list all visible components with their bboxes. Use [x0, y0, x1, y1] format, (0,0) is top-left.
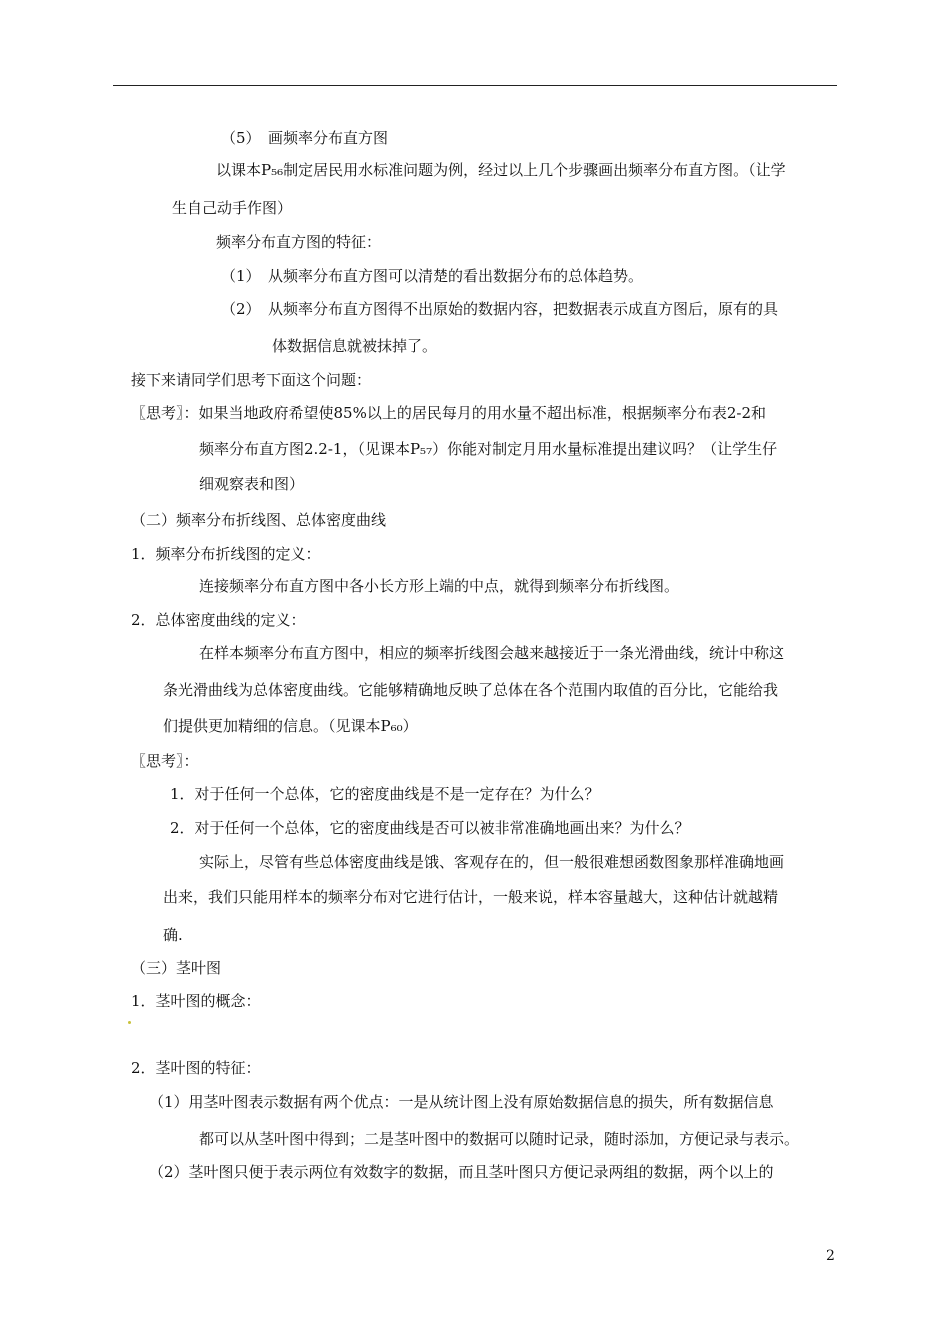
text-line: （5） 画频率分布直方图	[221, 129, 389, 147]
text-line: 们提供更加精细的信息。（见课本P₆₀）	[163, 717, 418, 735]
text-line: 接下来请同学们思考下面这个问题：	[131, 371, 372, 389]
text-line: 〖思考〗：	[131, 752, 199, 770]
text-line: （二）频率分布折线图、总体密度曲线	[131, 511, 387, 529]
text-line: 2．总体密度曲线的定义：	[131, 611, 306, 629]
text-line: 连接频率分布直方图中各小长方形上端的中点，就得到频率分布折线图。	[199, 577, 680, 595]
stray-dot	[128, 1021, 131, 1024]
page-number: 2	[826, 1248, 835, 1264]
text-line: 生自己动手作图）	[172, 199, 293, 217]
text-line: 1．频率分布折线图的定义：	[131, 545, 321, 563]
text-line: 确.	[163, 926, 183, 944]
text-line: 频率分布直方图2.2-1，（见课本P₅₇）你能对制定月用水量标准提出建议吗？（让学生仔	[199, 440, 778, 458]
text-line: 2．茎叶图的特征：	[131, 1059, 261, 1077]
text-line: （2） 从频率分布直方图得不出原始的数据内容，把数据表示成直方图后，原有的具	[221, 300, 779, 318]
text-line: （2）茎叶图只便于表示两位有效数字的数据，而且茎叶图只方便记录两组的数据，两个以上的	[149, 1163, 774, 1181]
text-line: 条光滑曲线为总体密度曲线。它能够精确地反映了总体在各个范围内取值的百分比，它能给我	[163, 681, 779, 699]
text-line: 1．对于任何一个总体，它的密度曲线是不是一定存在？为什么？	[170, 785, 600, 803]
text-line: （1）用茎叶图表示数据有两个优点：一是从统计图上没有原始数据信息的损失，所有数据信息	[149, 1093, 774, 1111]
text-line: 在样本频率分布直方图中，相应的频率折线图会越来越接近于一条光滑曲线，统计中称这	[199, 644, 785, 662]
text-line: 1．茎叶图的概念：	[131, 992, 261, 1010]
text-line: 频率分布直方图的特征：	[216, 233, 382, 251]
text-line: 都可以从茎叶图中得到；二是茎叶图中的数据可以随时记录，随时添加，方便记录与表示。	[199, 1130, 800, 1148]
text-line: （三）茎叶图	[131, 959, 222, 977]
text-line: 〖思考〗：如果当地政府希望使85%以上的居民每月的用水量不超出标准，根据频率分布表2-2和	[131, 404, 766, 422]
text-line: 以课本P₅₆制定居民用水标准问题为例，经过以上几个步骤画出频率分布直方图。（让学	[216, 161, 786, 179]
header-rule	[113, 85, 837, 86]
text-line: 体数据信息就被抹掉了。	[272, 337, 438, 355]
text-line: 出来，我们只能用样本的频率分布对它进行估计，一般来说，样本容量越大，这种估计就越精	[163, 888, 779, 906]
text-line: （1） 从频率分布直方图可以清楚的看出数据分布的总体趋势。	[221, 267, 644, 285]
text-line: 2．对于任何一个总体，它的密度曲线是否可以被非常准确地画出来？为什么？	[170, 819, 690, 837]
text-line: 细观察表和图）	[199, 475, 305, 493]
text-line: 实际上，尽管有些总体密度曲线是饿、客观存在的，但一般很难想函数图象那样准确地画	[199, 853, 785, 871]
